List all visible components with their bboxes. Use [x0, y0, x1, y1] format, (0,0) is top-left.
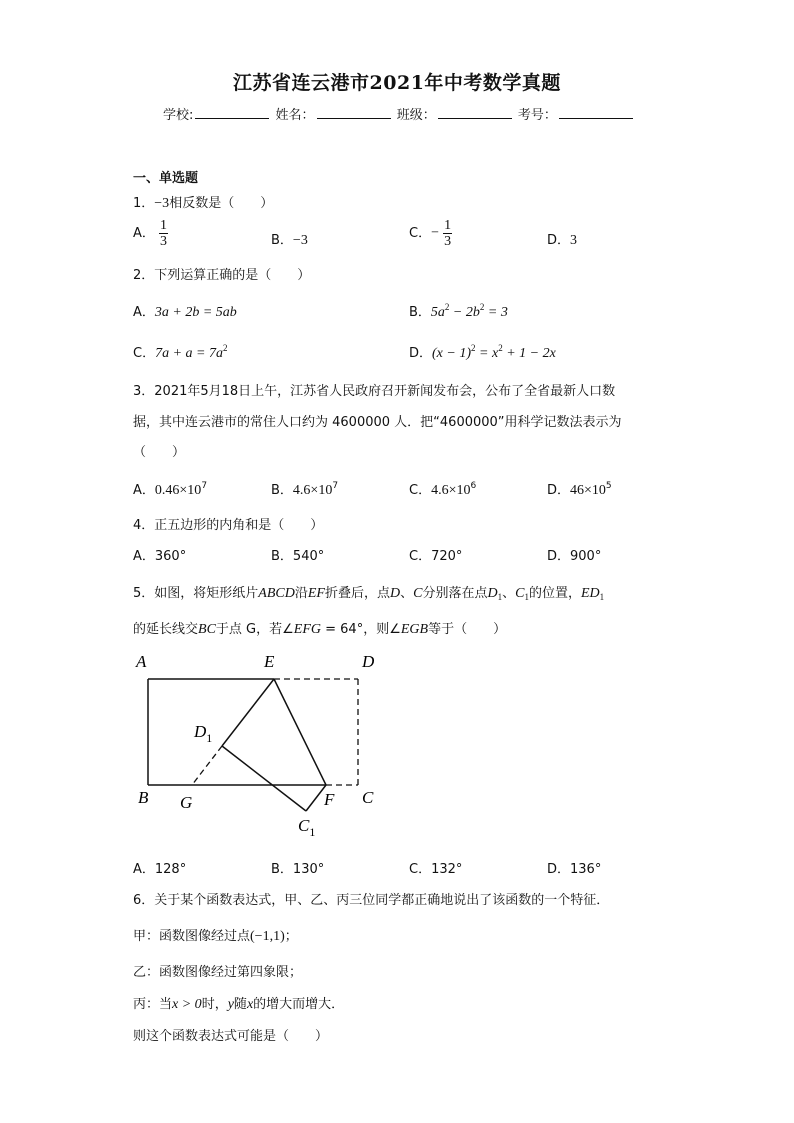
- minus-sign: −: [431, 225, 439, 241]
- q2-option-d[interactable]: [409, 342, 556, 362]
- q1-option-a[interactable]: [133, 218, 168, 249]
- name-label: 姓名：: [275, 108, 315, 123]
- q2-option-a[interactable]: [133, 301, 237, 321]
- subscript: 1: [497, 592, 503, 602]
- math: [515, 586, 529, 601]
- subscript: 1: [599, 592, 605, 602]
- q3-option-b[interactable]: [271, 479, 338, 499]
- option-base: 4.6×10: [431, 483, 471, 498]
- math: D: [389, 586, 401, 601]
- exam-no-blank[interactable]: [559, 107, 633, 119]
- point: (−1,1): [250, 929, 285, 944]
- exponent: 5: [605, 481, 612, 491]
- label-D: D: [362, 652, 375, 671]
- fraction: [443, 218, 452, 249]
- subscript: 1: [524, 592, 529, 602]
- q1-stem: [133, 192, 273, 212]
- q3-line-1: 3．2021年5月18日上午，江苏省人民政府召开新闻发布会，公布了全省最新人口数: [133, 384, 616, 399]
- extension-D1G: [192, 746, 222, 785]
- exponent: 2: [471, 343, 476, 353]
- q1-option-b[interactable]: [271, 229, 308, 249]
- text: ；: [284, 929, 298, 944]
- text: = 64°，则∠: [321, 622, 401, 637]
- q3-option-c[interactable]: [409, 479, 476, 499]
- label-subscript: 1: [309, 825, 316, 839]
- student-info-line: [163, 104, 635, 123]
- q1-option-c[interactable]: [409, 218, 452, 249]
- exponent: 2: [444, 302, 450, 312]
- q1-option-d[interactable]: [547, 229, 577, 249]
- option-value: 3: [570, 233, 578, 248]
- q5-line-2: [133, 618, 506, 638]
- q1-number: 1．: [133, 196, 155, 211]
- option-base: 46×10: [570, 483, 606, 498]
- name-blank[interactable]: [317, 107, 391, 119]
- q4-option-d[interactable]: D．900°: [547, 549, 602, 564]
- q5-line-1: [133, 582, 604, 602]
- math: C: [413, 586, 423, 601]
- math: EF: [307, 586, 325, 601]
- exponent: 7: [201, 481, 208, 491]
- q6-ask: 则这个函数表达式可能是（ ）: [133, 1029, 329, 1044]
- q2-option-c[interactable]: [133, 342, 227, 362]
- option-label: C．: [133, 346, 156, 361]
- math-part: C: [515, 586, 525, 601]
- option-label: A．: [133, 483, 155, 498]
- label-subscript: 1: [206, 731, 213, 745]
- text: 随: [233, 997, 247, 1012]
- label-D1: [193, 722, 212, 745]
- edge-D1C1: [222, 746, 306, 811]
- option-math: [430, 302, 508, 320]
- option-math: [155, 343, 228, 361]
- edge-ED1: [222, 679, 274, 746]
- label-F: F: [324, 790, 335, 809]
- q4-option-c[interactable]: C．720°: [409, 549, 463, 564]
- math-part: = x: [475, 346, 499, 361]
- denominator: 3: [160, 234, 168, 249]
- label-E: E: [264, 652, 275, 671]
- denominator: 3: [444, 234, 452, 249]
- text: 、: [400, 586, 414, 601]
- option-math: 3a + 2b = 5ab: [154, 305, 237, 320]
- edge-C1F: [306, 785, 326, 811]
- math: [487, 586, 502, 601]
- text: 的增大而增大．: [253, 997, 345, 1012]
- option-label: A．: [133, 226, 155, 241]
- q3-option-a[interactable]: [133, 479, 207, 499]
- math: x: [246, 997, 254, 1012]
- option-label: A．: [133, 305, 155, 320]
- folding-figure: [128, 645, 388, 845]
- q6-jia: [133, 925, 298, 945]
- text: 时，: [201, 997, 228, 1012]
- class-blank[interactable]: [438, 107, 512, 119]
- math-part: + 1 − 2x: [502, 346, 556, 361]
- math-part: ED: [580, 586, 600, 601]
- math-part: 7a + a = 7a: [155, 346, 223, 361]
- exam-no-label: 考号：: [517, 108, 557, 123]
- school-label: 学校:: [163, 108, 194, 123]
- text: 分别落在点: [422, 586, 488, 601]
- q6-bing: [133, 993, 344, 1013]
- math-part: (x − 1): [432, 346, 472, 361]
- text: 丙：当: [133, 997, 173, 1012]
- label-G: G: [180, 793, 193, 812]
- exponent: 2: [479, 302, 485, 312]
- q2-option-b[interactable]: [409, 301, 508, 321]
- q3-line-2: 据，其中连云港市的常住人口约为 4600000 人．把“4600000”用科学记数法表示为: [133, 415, 622, 430]
- label-letter: D: [194, 722, 207, 741]
- text: 等于（ ）: [428, 622, 507, 637]
- math: [581, 586, 604, 601]
- q4-option-a[interactable]: A．360°: [133, 549, 187, 564]
- exponent: 7: [332, 481, 339, 491]
- label-letter: C: [298, 816, 310, 835]
- q6-stem: 6．关于某个函数表达式，甲、乙、丙三位同学都正确地说出了该函数的一个特征．: [133, 893, 610, 908]
- option-label: C．: [409, 483, 432, 498]
- math-part: 5a: [430, 305, 445, 320]
- text: 甲：函数图像经过点: [133, 929, 251, 944]
- section-heading: 一、单选题: [133, 171, 199, 186]
- text: 5．如图，将矩形纸片: [133, 586, 259, 601]
- math: EGB: [400, 622, 429, 637]
- text: 于点 G，若∠: [215, 622, 294, 637]
- exponent: 6: [470, 481, 477, 491]
- math: EFG: [293, 622, 321, 637]
- q5-option-d[interactable]: D．136°: [547, 862, 602, 877]
- q3-line-3: （ ）: [133, 445, 186, 460]
- math-part: = 3: [484, 305, 508, 320]
- q3-option-d[interactable]: [547, 479, 612, 499]
- text: 沿: [294, 586, 308, 601]
- numerator: 1: [160, 218, 168, 233]
- page-title: 江苏省连云港市2021年中考数学真题: [233, 72, 561, 94]
- option-label: C．: [409, 226, 432, 241]
- fraction: [159, 218, 168, 249]
- class-label: 班级：: [396, 108, 436, 123]
- option-label: D．: [409, 346, 433, 361]
- option-value: −3: [292, 233, 308, 248]
- numerator: 1: [444, 218, 452, 233]
- option-label: B．: [271, 483, 293, 498]
- math: y: [227, 997, 234, 1012]
- option-math: [432, 343, 556, 361]
- label-B: B: [138, 788, 149, 807]
- math: x > 0: [172, 997, 202, 1012]
- school-blank[interactable]: [195, 107, 269, 119]
- option-label: D．: [547, 483, 571, 498]
- text: 、: [502, 586, 516, 601]
- q5-option-b[interactable]: B．130°: [271, 862, 325, 877]
- math-part: − 2b: [449, 305, 480, 320]
- q5-option-c[interactable]: C．132°: [409, 862, 463, 877]
- option-base: 0.46×10: [154, 483, 202, 498]
- exponent: 2: [222, 343, 228, 353]
- label-C: C: [362, 788, 374, 807]
- option-label: B．: [271, 233, 293, 248]
- q4-option-b[interactable]: B．540°: [271, 549, 325, 564]
- q2-stem: 2．下列运算正确的是（ ）: [133, 268, 311, 283]
- text: 的延长线交: [133, 622, 199, 637]
- math: ABCD: [258, 586, 295, 601]
- math: BC: [198, 622, 216, 637]
- option-base: 4.6×10: [292, 483, 333, 498]
- label-A: A: [136, 652, 147, 671]
- exponent: 2: [498, 343, 503, 353]
- q1-text: 相反数是（ ）: [169, 196, 274, 211]
- option-label: D．: [547, 233, 571, 248]
- q6-yi: 乙：函数图像经过第四象限；: [133, 965, 303, 980]
- q4-stem: 4．正五边形的内角和是（ ）: [133, 518, 324, 533]
- label-C1: [298, 816, 315, 839]
- text: 折叠后，点: [324, 586, 390, 601]
- math-part: D: [487, 586, 498, 601]
- option-label: B．: [409, 305, 431, 320]
- text: 的位置，: [528, 586, 581, 601]
- q5-option-a[interactable]: A．128°: [133, 862, 187, 877]
- q1-math: −3: [154, 196, 170, 211]
- fold-line-EF: [274, 679, 326, 785]
